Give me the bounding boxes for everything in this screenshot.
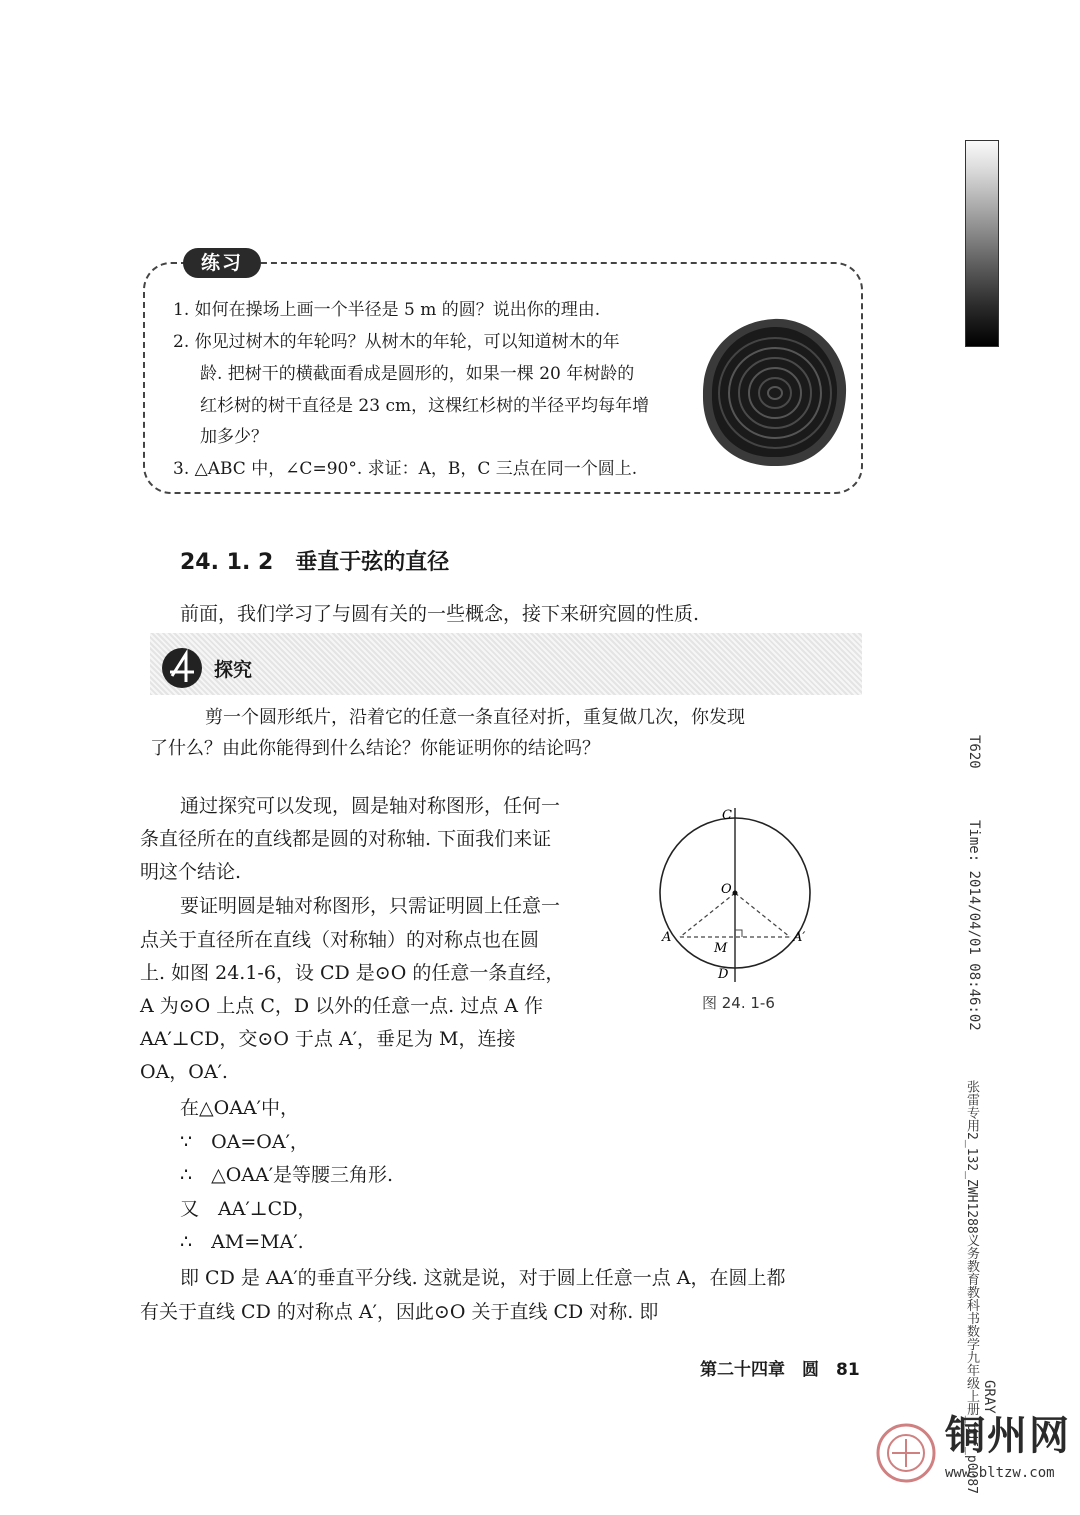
explore-text: 剪一个圆形纸片，沿着它的任意一条直径对折，重复做几次，你发现	[205, 707, 745, 728]
right-angle-mark	[735, 930, 742, 937]
exercise-item: 加多少？	[200, 427, 268, 447]
page-footer: 第二十四章 圆 81	[700, 1360, 860, 1380]
body-line: 有关于直线 CD 的对称点 A′，因此⊙O 关于直线 CD 对称. 即	[140, 1301, 659, 1323]
body-line: 即 CD 是 AA′的垂直平分线. 这就是说，对于圆上任意一点 A，在圆上都	[180, 1267, 786, 1289]
body-line: 点关于直径所在直线（对称轴）的对称点也在圆	[140, 929, 540, 951]
figure-caption: 图 24. 1-6	[702, 994, 775, 1012]
exercise-item: 3. △ABC 中，∠C=90°. 求证：A，B，C 三点在同一个圆上.	[173, 459, 638, 479]
watermark-site-name: 铜州网	[945, 1413, 1071, 1459]
tree-rings-image	[698, 315, 850, 470]
exercise-item: 2. 你见过树木的年轮吗？从树木的年轮，可以知道树木的年	[173, 332, 620, 352]
body-line: 又 AA′⊥CD，	[180, 1198, 317, 1220]
section-intro: 前面，我们学习了与圆有关的一些概念，接下来研究圆的性质.	[180, 603, 700, 625]
explore-banner	[150, 633, 862, 695]
label-d: D	[718, 967, 729, 982]
body-line: 在△OAA′中，	[180, 1097, 299, 1119]
label-o: O	[721, 882, 732, 897]
body-line: ∵ OA=OA′，	[180, 1131, 309, 1153]
side-code: T620	[966, 735, 982, 769]
side-filename: 张雷专用2_132_ZWH1288义务教育教科书数学九年级上册_pdf_p0087	[964, 1080, 979, 1495]
label-a: A	[662, 930, 672, 945]
explore-text: 了什么？由此你能得到什么结论？你能证明你的结论吗？	[150, 738, 600, 759]
label-c: C	[722, 808, 732, 823]
body-line: 通过探究可以发现，圆是轴对称图形，任何一	[180, 795, 561, 817]
exercise-item: 1. 如何在操场上画一个半径是 5 m 的圆？说出你的理由.	[173, 300, 601, 320]
center-point	[733, 891, 738, 896]
exercise-tag: 练习	[183, 248, 261, 278]
side-timestamp: Time: 2014/04/01 08:46:02	[966, 820, 982, 1031]
watermark-seal-icon	[875, 1422, 937, 1484]
segment-oa-prime	[735, 893, 790, 937]
gray-scale-bar	[965, 140, 999, 347]
exercise-item: 红杉树的树干直径是 23 cm，这棵红杉树的半径平均每年增	[200, 396, 650, 416]
body-line: ∴ △OAA′是等腰三角形.	[180, 1164, 394, 1186]
body-line: OA，OA′.	[140, 1061, 228, 1083]
body-line: A 为⊙O 上点 C，D 以外的任意一点. 过点 A 作	[140, 995, 544, 1017]
body-line: 明这个结论.	[140, 861, 242, 883]
body-line: AA′⊥CD，交⊙O 于点 A′，垂足为 M，连接	[140, 1028, 516, 1050]
body-line: ∴ AM=MA′.	[180, 1231, 304, 1253]
segment-oa	[680, 893, 735, 937]
explore-icon	[160, 646, 204, 690]
circle-figure	[650, 800, 830, 1000]
side-gray-label: GRAY	[981, 1380, 997, 1414]
watermark-url: www.bltzw.com	[945, 1465, 1055, 1481]
explore-label: 探究	[214, 659, 253, 681]
body-line: 上. 如图 24.1-6，设 CD 是⊙O 的任意一条直经，	[140, 962, 565, 984]
body-line: 要证明圆是轴对称图形，只需证明圆上任意一	[180, 895, 561, 917]
body-line: 条直径所在的直线都是圆的对称轴. 下面我们来证	[140, 828, 552, 850]
exercise-item: 龄. 把树干的横截面看成是圆形的，如果一棵 20 年树龄的	[200, 364, 635, 384]
section-title: 24. 1. 2 垂直于弦的直径	[180, 550, 450, 575]
label-a-prime: A′	[793, 930, 806, 945]
label-m: M	[714, 941, 728, 956]
